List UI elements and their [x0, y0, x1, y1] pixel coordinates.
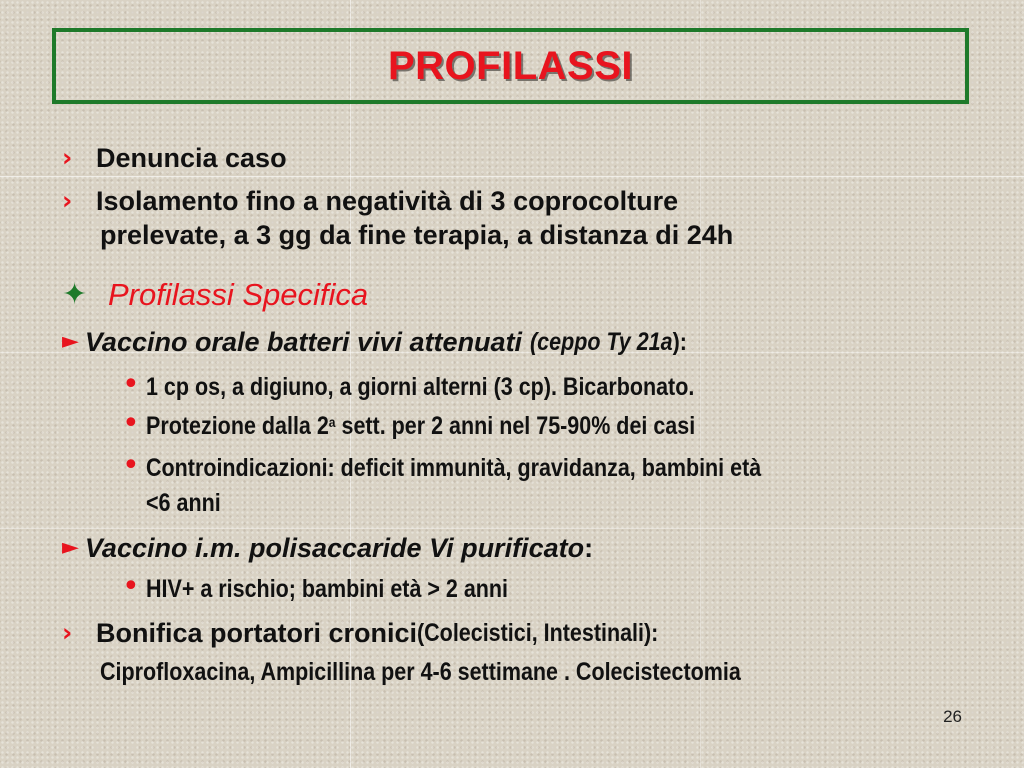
vaccine-colon: : [584, 533, 594, 563]
item-text: Ciprofloxacina, Ampicillina per 4-6 settimane . Colecistectomia [100, 658, 741, 686]
item-continuation [100, 218, 733, 252]
sub-bullet [122, 569, 567, 606]
text-part: Protezione dalla 2 [145, 412, 329, 440]
item-text: Denuncia caso [96, 143, 287, 173]
chevron-right-icon: › [62, 186, 73, 215]
sub-bullet [122, 448, 861, 485]
sub-bullet [122, 367, 783, 404]
sub-bullet-text: 1 cp os, a digiuno, a giorni alterni (3 cp). Bicarbonato. [145, 373, 695, 401]
bullet-item [62, 616, 698, 650]
tile-line [0, 528, 1024, 529]
tile-line [0, 176, 1024, 177]
chevron-right-icon: › [62, 143, 73, 172]
bullet-dot-icon: • [122, 448, 140, 483]
triangle-right-icon: ► [62, 535, 79, 560]
vaccine-heading [62, 531, 593, 565]
sub-bullet [122, 406, 784, 443]
vaccine-title: Vaccino i.m. polisaccaride Vi purificato [84, 533, 585, 563]
vaccine-note-close: ): [672, 328, 687, 356]
vaccine-note [530, 325, 687, 359]
sub-bullet-continuation [146, 486, 233, 520]
vaccine-heading [62, 325, 713, 359]
vaccine-title: Vaccino orale batteri vivi attenuati [84, 327, 523, 357]
triangle-right-icon: ► [62, 329, 79, 354]
sub-bullet-text: Controindicazioni: deficit immunità, gravidanza, bambini età [145, 454, 761, 482]
vaccine-note-text: (ceppo Ty 21a [530, 328, 673, 356]
item-text: Isolamento fino a negatività di 3 coprocolture [96, 186, 679, 216]
bullet-item [62, 141, 287, 175]
item-note: (Colecistici, Intestinali): [417, 619, 659, 647]
title-frame [52, 28, 969, 104]
item-text: Bonifica portatori cronici [96, 618, 418, 648]
bullet-dot-icon: • [122, 367, 140, 402]
item-text: prelevate, a 3 gg da fine terapia, a distanza di 24h [100, 220, 734, 250]
sub-bullet-text [146, 409, 695, 443]
star-icon: ✦ [62, 278, 88, 311]
chevron-right-icon: › [62, 618, 73, 647]
text-part: sett. per 2 anni nel 75-90% dei casi [335, 412, 695, 440]
page-number: 26 [943, 707, 962, 726]
bullet-item [62, 184, 678, 218]
heading-text: Profilassi Specifica [108, 277, 369, 312]
bullet-dot-icon: • [122, 406, 140, 441]
sub-bullet-text: HIV+ a rischio; bambini età > 2 anni [145, 575, 508, 603]
section-heading [62, 276, 368, 314]
bullet-dot-icon: • [122, 569, 140, 604]
superscript: a [328, 414, 336, 430]
sub-bullet-text: <6 anni [146, 489, 221, 517]
item-continuation [100, 655, 845, 689]
slide-title: PROFILASSI [387, 43, 634, 88]
